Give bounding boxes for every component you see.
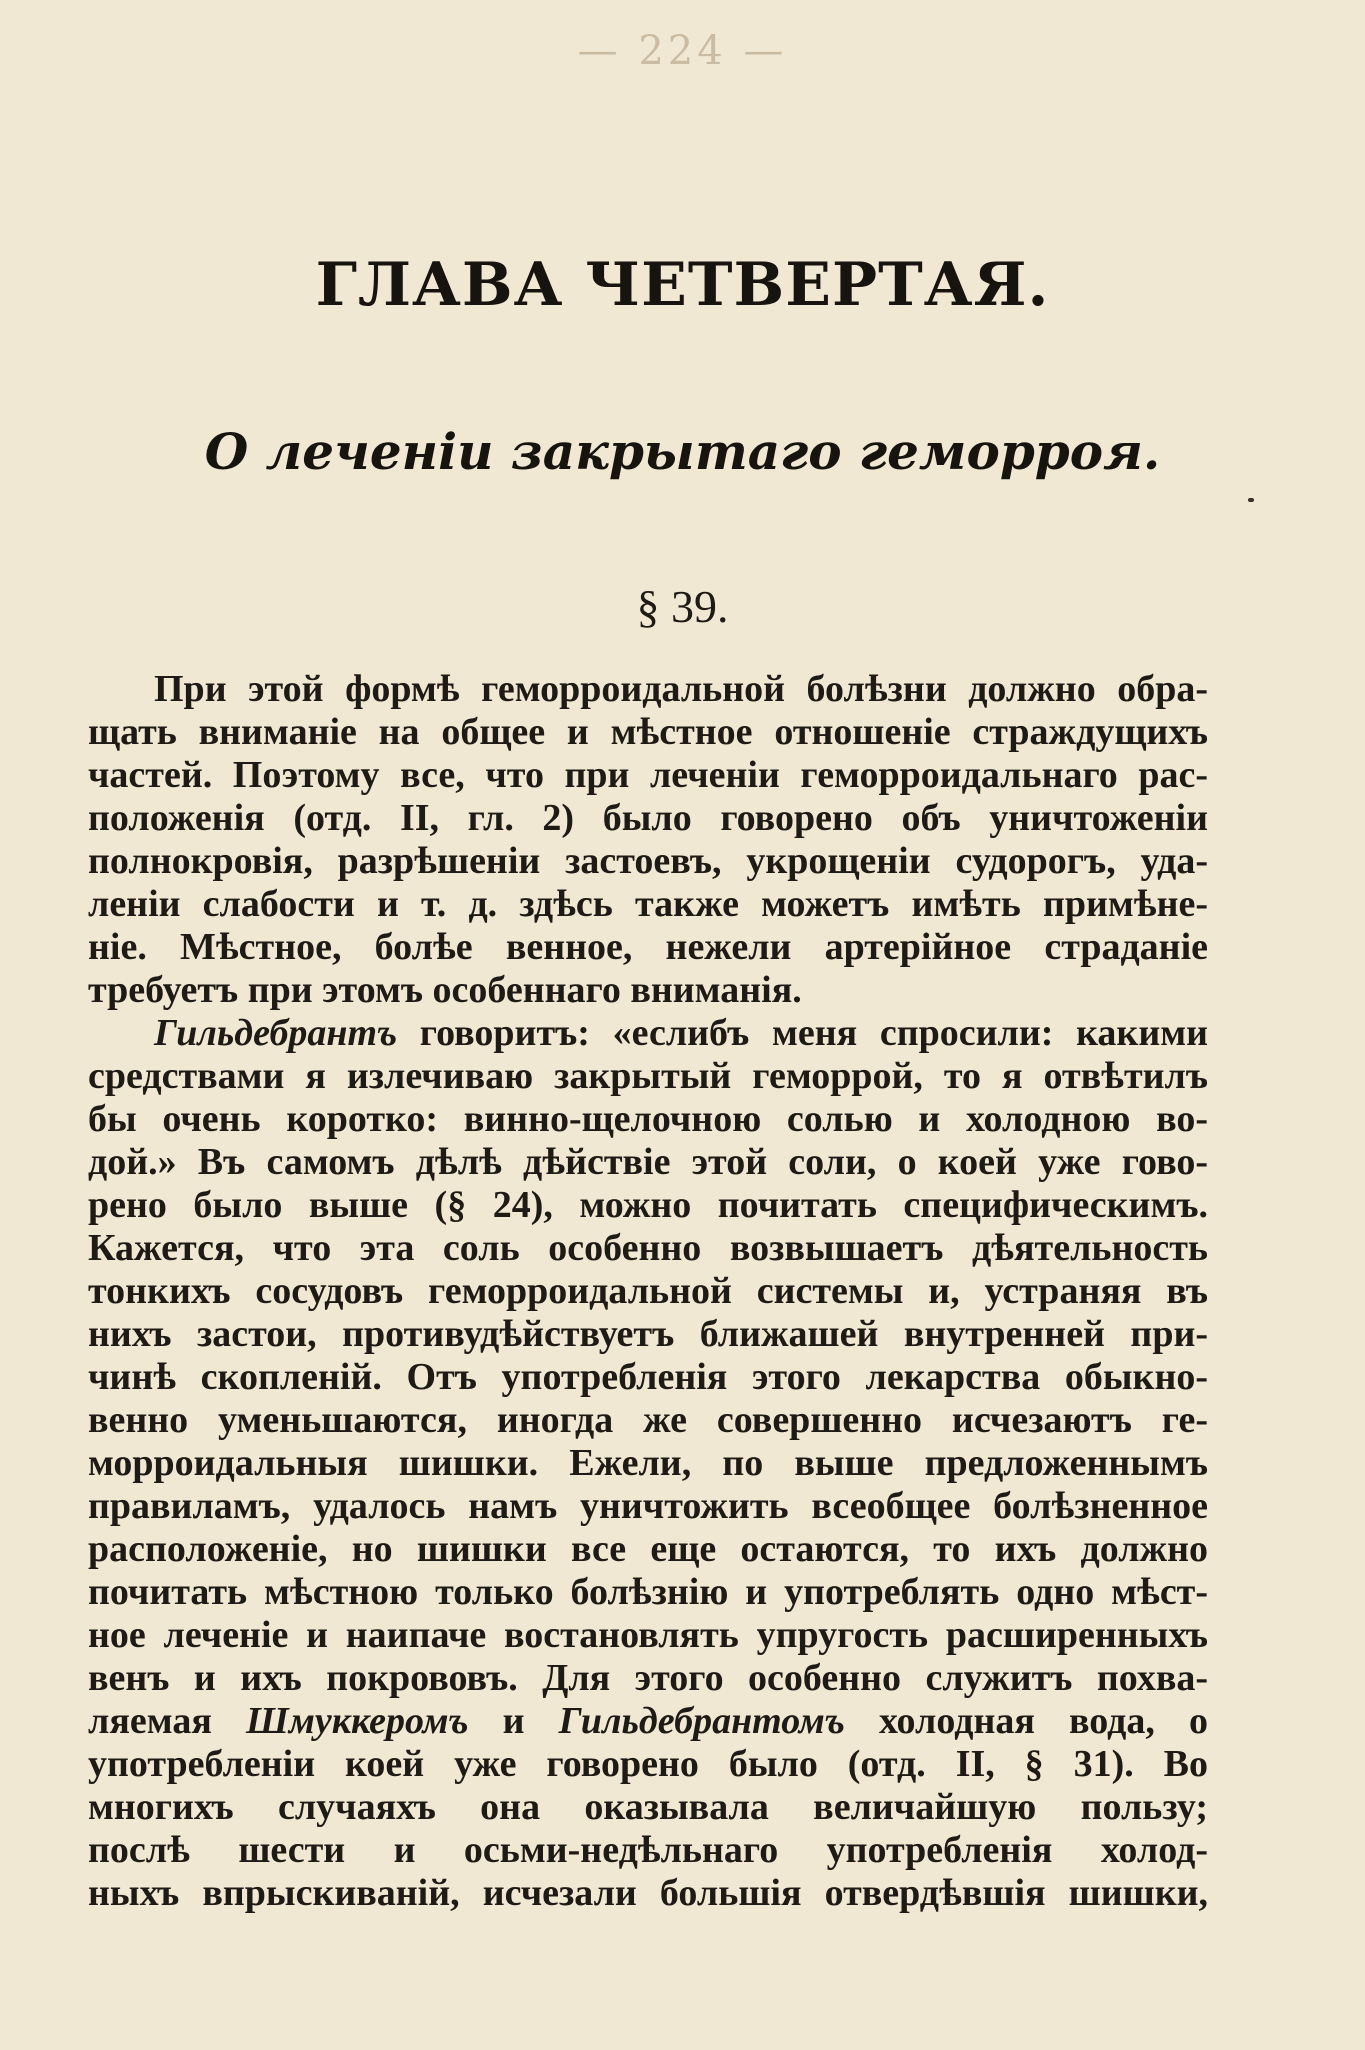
text-line: положенія (отд. II, гл. 2) было говорено объ уничтоженіи (88, 797, 1208, 839)
chapter-title: ГЛАВА ЧЕТВЕРТАЯ. (315, 250, 1050, 320)
text-line: Кажется, что эта соль особенно возвышаетъ дѣятельность (88, 1227, 1208, 1269)
text-line: ное леченіе и наипаче востановлять упругость расширенныхъ (88, 1614, 1208, 1656)
body-text (88, 668, 1208, 1915)
ink-speck (1248, 498, 1254, 502)
author-name: Гильдебрантъ (154, 1012, 398, 1054)
text-line: щать вниманіе на общее и мѣстное отношеніе страждущихъ (88, 711, 1208, 753)
text-line: дой.» Въ самомъ дѣлѣ дѣйствіе этой соли, о коей уже гово- (88, 1141, 1208, 1183)
page-number: — 224 — (577, 28, 788, 74)
text-line: правиламъ, удалось намъ уничтожить всеобщее болѣзненное (88, 1485, 1208, 1527)
text-fragment: и (468, 1700, 559, 1742)
text-line: частей. Поэтому все, что при леченіи геморроидальнаго рас- (88, 754, 1208, 796)
text-fragment: холодная вода, о (844, 1700, 1208, 1742)
text-line: средствами я излечиваю закрытый геморрой, то я отвѣтилъ (88, 1055, 1208, 1097)
text-line: употребленіи коей уже говорено было (отд. II, § 31). Во (88, 1743, 1208, 1785)
text-line: бы очень коротко: винно-щелочною солью и холодною во- (88, 1098, 1208, 1140)
text-fragment: ляемая (88, 1700, 247, 1742)
author-name: Шмуккеромъ (246, 1700, 469, 1742)
text-line: венъ и ихъ покрововъ. Для этого особенно служитъ похва- (88, 1657, 1208, 1699)
text-line: леніи слабости и т. д. здѣсь также можетъ имѣть примѣне- (88, 883, 1208, 925)
chapter-subtitle: О леченіи закрытаго геморроя. (204, 422, 1161, 481)
text-fragment: говоритъ: «еслибъ меня спросили: какими (397, 1012, 1208, 1054)
text-line: многихъ случаяхъ она оказывала величайшую пользу; (88, 1786, 1208, 1828)
text-line: требуетъ при этомъ особеннаго вниманія. (88, 969, 802, 1011)
section-number: § 39. (636, 581, 729, 632)
text-line (88, 1012, 1208, 1055)
text-line: расположеніе, но шишки все еще остаются, то ихъ должно (88, 1528, 1208, 1570)
text-line: ніе. Мѣстное, болѣе венное, нежели артерійное страданіе (88, 926, 1208, 968)
text-line: морроидальныя шишки. Ежели, по выше предложеннымъ (88, 1442, 1208, 1484)
text-line: чинѣ скопленій. Отъ употребленія этого лекарства обыкно- (88, 1356, 1208, 1398)
text-line: нихъ застои, противудѣйствуетъ ближашей внутренней при- (88, 1313, 1208, 1355)
text-line: тонкихъ сосудовъ геморроидальной системы и, устраняя въ (88, 1270, 1208, 1312)
text-line: венно уменьшаются, иногда же совершенно исчезаютъ ге- (88, 1399, 1208, 1441)
text-line: При этой формѣ геморроидальной болѣзни должно обра- (154, 668, 1208, 710)
text-line: полнокровія, разрѣшеніи застоевъ, укрощеніи судорогъ, уда- (88, 840, 1208, 882)
text-line: рено было выше (§ 24), можно почитать специфическимъ. (88, 1184, 1208, 1226)
text-line: ныхъ впрыскиваній, исчезали большія отвердѣвшія шишки, (88, 1872, 1208, 1914)
author-name: Гильдебрантомъ (558, 1700, 845, 1742)
text-line: послѣ шести и осьми-недѣльнаго употребленія холод- (88, 1829, 1208, 1871)
text-line (88, 1700, 1208, 1743)
text-line: почитать мѣстною только болѣзнію и употреблять одно мѣст- (88, 1571, 1208, 1613)
